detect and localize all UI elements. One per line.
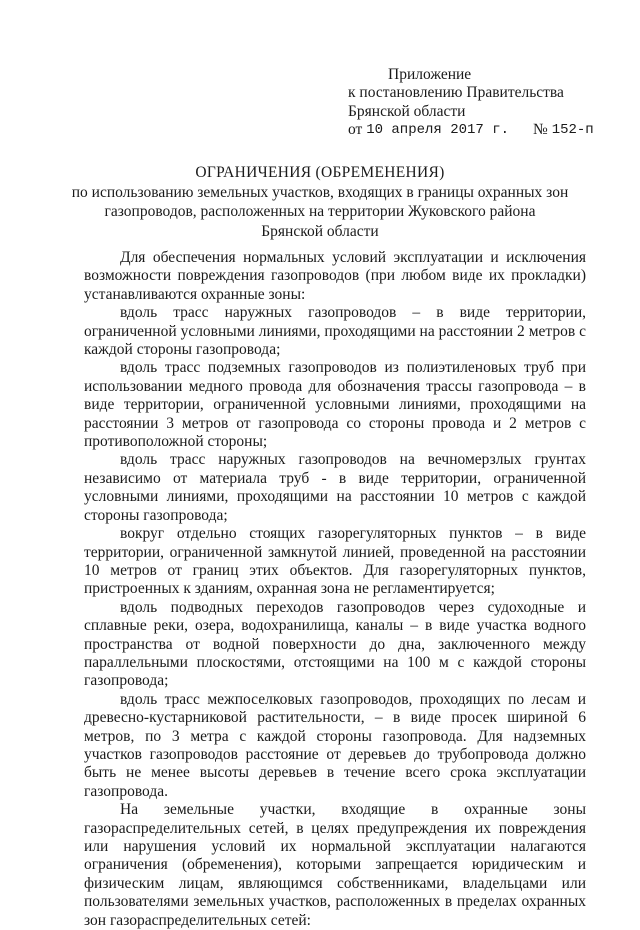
decree-number: 152-п: [551, 121, 594, 138]
appendix-header: [348, 66, 628, 139]
appendix-region-line: Брянской области: [348, 102, 466, 120]
number-label: №: [533, 120, 548, 138]
appendix-date-line: [348, 121, 628, 139]
title-line-4: Брянской области: [261, 222, 379, 240]
paragraph-underground-pipelines: вдоль трасс подземных газопроводов из полиэтиленовых труб при использовании медного провода для обозначения трассы газопровода – в виде территории, ограниченной условными линиями, проходящими на расстоянии 3 метров от газопровода со стороны провода и 2 метров с противоположной стороны;: [84, 359, 586, 451]
paragraph-outdoor-pipelines: вдоль трасс наружных газопроводов – в виде территории, ограниченной условными линиями, проходящими на расстоянии 2 метров с каждой стороны газопровода;: [84, 304, 586, 359]
paragraph-forest-pipelines: вдоль трасс межпоселковых газопроводов, проходящих по лесам и древесно-кустарниковой растительности, – в виде просек шириной 6 метров, по 3 метра с каждой стороны газопровода. Для надземных участков газопроводов расстояние от деревьев до трубопровода должно быть не менее высоты деревьев в течение всего срока эксплуатации газопровода.: [84, 690, 586, 800]
document-body: [84, 249, 586, 930]
paragraph-underwater-crossings: вдоль подводных переходов газопроводов через судоходные и сплавные реки, озера, водохранилища, каналы – в виде участка водного пространства от водной поверхности до дна, заключенного между параллельными плоскостями, отстоящими на 100 м с каждой стороны газопровода;: [84, 598, 586, 690]
paragraph-intro: Для обеспечения нормальных условий эксплуатации и исключения возможности повреждения газопроводов (при любом виде их прокладки) устанавливаются охранные зоны:: [84, 249, 586, 303]
paragraph-restrictions: На земельные участки, входящие в охранные зоны газораспределительных сетей, в целях предупреждения их повреждения или нарушения условий их нормальной эксплуатации налагаются ограничения (обременения), которыми запрещается юридическим и физическим лицам, являющимся собственниками, владельцами или пользователями земельных участков, расположенных в пределах охранных зон газораспределительных сетей:: [84, 801, 586, 929]
appendix-label: Приложение: [388, 66, 472, 83]
date-prefix: от: [348, 120, 363, 138]
appendix-decree-line: к постановлению Правительства: [348, 84, 564, 102]
title-main: ОГРАНИЧЕНИЯ (ОБРЕМЕНЕНИЯ): [195, 164, 445, 181]
document-title: [60, 163, 580, 241]
title-line-2: по использованию земельных участков, входящих в границы охранных зон: [71, 183, 569, 201]
title-line-3: газопроводов, расположенных на территории Жуковского района: [104, 203, 536, 220]
paragraph-regulator-points: вокруг отдельно стоящих газорегуляторных пунктов – в виде территории, ограниченной замкнутой линией, проведенной на расстоянии 10 метров от границ этих объектов. Для газорегуляторных пунктов, пристроенных к зданиям, охранная зона не регламентируется;: [84, 525, 586, 598]
decree-date: 10 апреля 2017 г.: [366, 121, 510, 138]
paragraph-permafrost-pipelines: вдоль трасс наружных газопроводов на вечномерзлых грунтах независимо от материала труб - в виде территории, ограниченной условными линиями, проходящими на расстоянии 10 метров с каждой стороны газопровода;: [84, 451, 586, 524]
